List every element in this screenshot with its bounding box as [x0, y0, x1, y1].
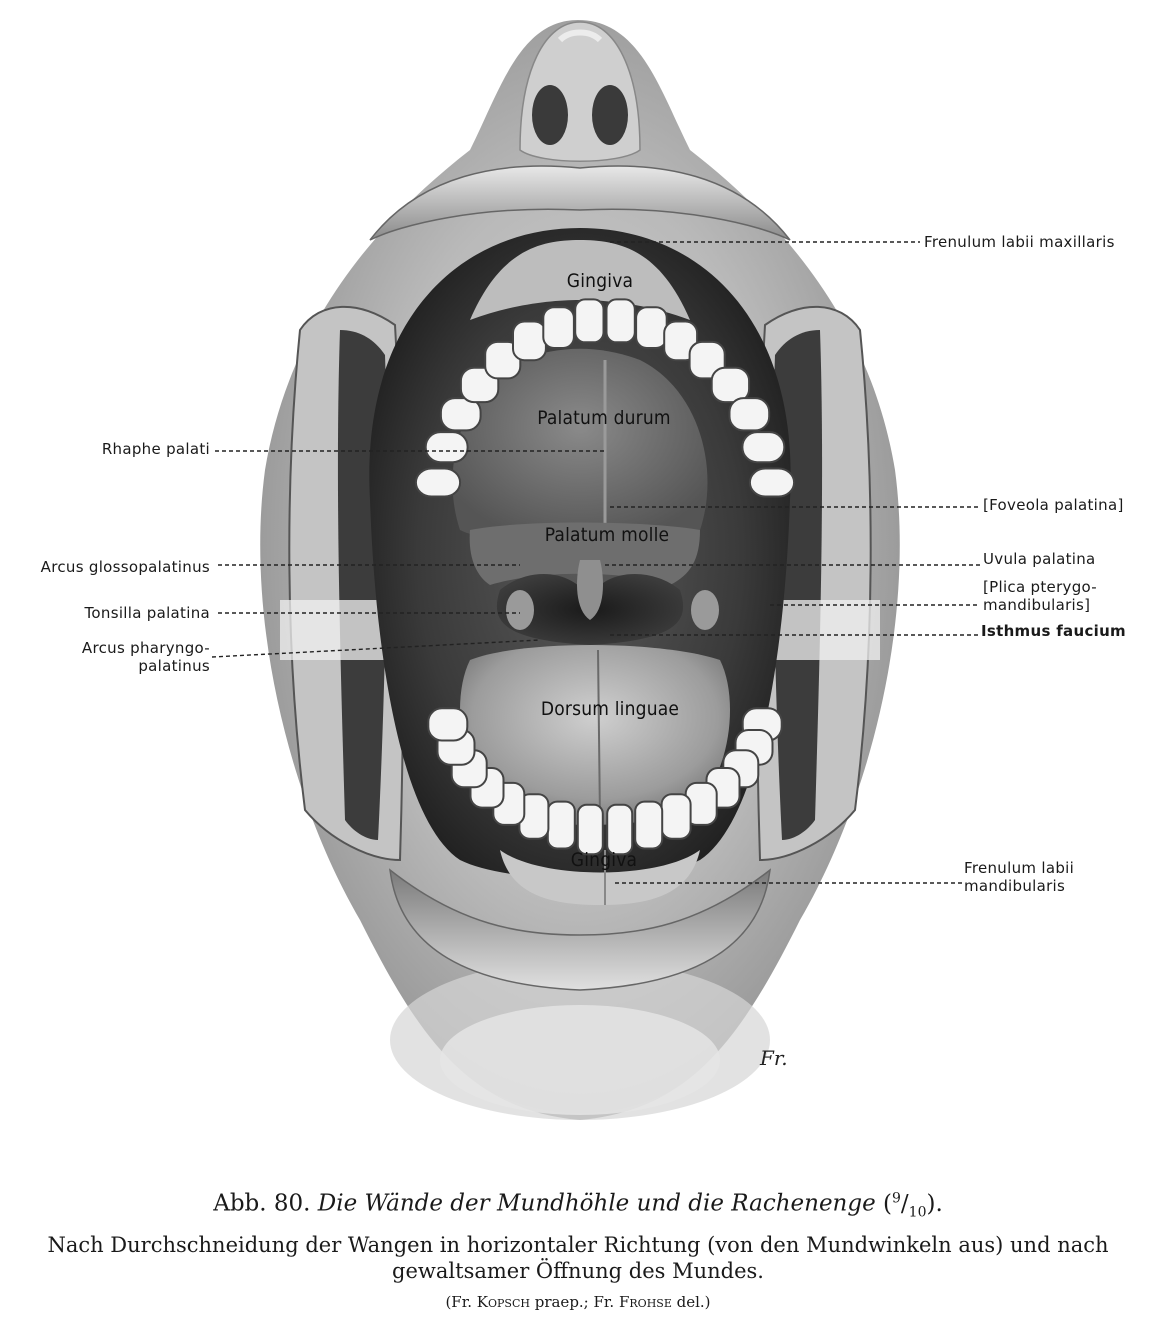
upper-tooth — [712, 368, 749, 402]
upper-tooth — [636, 307, 667, 348]
caption-line2: Nach Durchschneidung der Wangen in horizontaler Richtung (von den Mundwinkeln aus) und nach — [47, 1233, 1109, 1257]
label-rhaphe-palati: Rhaphe palati — [101, 440, 210, 458]
upper-tooth — [730, 398, 770, 430]
upper-tooth — [543, 307, 574, 348]
lower-tooth — [635, 802, 662, 849]
credit-part1: (Fr. — [445, 1293, 477, 1311]
figure-caption-description — [0, 1232, 1156, 1284]
tonsil-left — [506, 590, 534, 630]
lower-tooth — [548, 802, 575, 849]
caption-line3: gewaltsamer Öffnung des Mundes. — [392, 1259, 764, 1283]
label-palatum-molle: Palatum molle — [544, 524, 670, 546]
upper-tooth — [750, 469, 794, 497]
upper-tooth — [607, 299, 635, 342]
label-uvula-palatina: Uvula palatina — [983, 550, 1096, 568]
tonsil-right — [691, 590, 719, 630]
credit-part5: del.) — [671, 1293, 711, 1311]
label-isthmus-faucium: Isthmus faucium — [981, 622, 1126, 640]
lower-tooth — [428, 708, 467, 740]
label-plica-line1: [Plica pterygo- — [983, 578, 1098, 596]
label-arcus-glossopalatinus: Arcus glossopalatinus — [40, 558, 210, 576]
scale-numerator: 9 — [892, 1190, 901, 1206]
upper-tooth — [742, 432, 784, 462]
label-tonsilla-palatina: Tonsilla palatina — [84, 604, 210, 622]
artist-signature: Fr. — [760, 1046, 788, 1070]
lower-tooth — [607, 805, 632, 854]
figure-number: Abb. 80. — [213, 1190, 311, 1217]
upper-tooth — [575, 299, 603, 342]
label-gingiva-bottom: Gingiva — [570, 849, 638, 871]
figure-caption-title — [0, 1190, 1156, 1220]
label-arcus-pharyngo-line1: Arcus pharyngo- — [81, 639, 210, 657]
upper-tooth — [513, 322, 546, 361]
label-dorsum-linguae: Dorsum linguae — [540, 698, 680, 720]
lower-tooth — [578, 805, 603, 854]
label-frenulum-mand-line1: Frenulum labii — [964, 859, 1075, 877]
label-frenulum-labii-maxillaris: Frenulum labii maxillaris — [924, 233, 1115, 251]
label-frenulum-mand-line2: mandibularis — [964, 877, 1066, 895]
label-arcus-pharyngopalatinus — [82, 639, 210, 675]
label-frenulum-labii-mandibularis — [964, 859, 1074, 895]
figure-scale: $(^9/_{10})$. — [883, 1190, 943, 1221]
label-gingiva-top: Gingiva — [566, 270, 634, 292]
label-palatum-durum: Palatum durum — [537, 407, 671, 429]
credit-frohse: Frohse — [618, 1293, 672, 1311]
figure-credit — [0, 1293, 1156, 1311]
figure-title: Die Wände der Mundhöhle und die Rachenenge — [317, 1190, 876, 1217]
label-foveola-palatina: [Foveola palatina] — [983, 496, 1124, 514]
label-plica-pterygomandibularis — [983, 578, 1097, 614]
lower-tooth — [662, 794, 691, 839]
label-arcus-pharyngo-line2: palatinus — [138, 657, 210, 675]
upper-tooth — [426, 432, 468, 462]
scale-denominator: 10 — [908, 1204, 927, 1221]
credit-kopsch: Kopsch — [476, 1293, 530, 1311]
upper-tooth — [416, 469, 460, 497]
credit-part3: praep.; Fr. — [529, 1293, 619, 1311]
label-plica-line2: mandibularis] — [983, 596, 1091, 614]
